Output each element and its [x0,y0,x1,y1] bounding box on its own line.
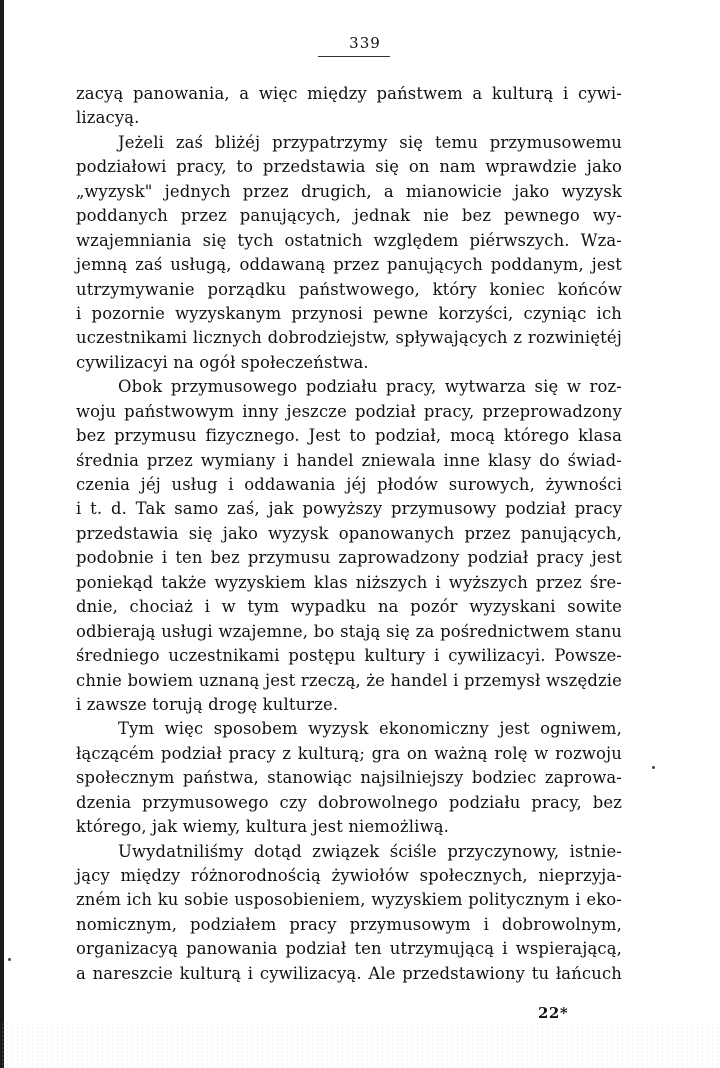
text-line: jący między różnorodnością żywiołów społecznych, nieprzyja- [76,866,622,885]
text-line: średnia przez wymiany i handel zniewala inne klasy do świad- [76,450,622,470]
margin-speck [8,958,11,961]
text-line: bez przymusu fizycznego. Jest to podział, mocą którego klasa [76,426,622,446]
text-line: i t. d. Tak samo zaś, jak powyższy przymusowy podział pracy [76,499,622,519]
text-line: cywilizacyi na ogół społeczeństwa. [76,352,369,372]
page-left-edge [0,0,4,1068]
text-line: społecznym państwa, stanowiąc najsilniejszy bodziec zaprowa- [76,768,622,788]
text-line: nomicznym, podziałem pracy przymusowym i dobrowolnym, [76,914,622,934]
text-line: dzenia przymusowego czy dobrowolnego podziału pracy, bez [76,792,622,812]
text-line: podobnie i ten bez przymusu zaprowadzony podział pracy jest [76,548,622,568]
page-number: 339 [349,34,381,52]
text-line: zném ich ku sobie usposobieniem, wyzyskiem politycznym i eko- [76,890,622,910]
text-line: Uwydatniliśmy dotąd związek ściśle przyczynowy, istnie- [118,841,622,861]
text-line: przedstawia się jako wyzysk opanowanych przez panujących, [76,523,622,543]
printer-signature-mark: 22* [538,1004,569,1022]
text-line: Tym więc sposobem wyzysk ekonomiczny jest ogniwem, [118,719,622,739]
text-line: średniego uczestnikami postępu kultury i cywilizacyi. Powsze- [76,646,622,666]
text-line: zacyą panowania, a więc między państwem a kulturą i cywi- [76,84,622,103]
text-line: wzajemniania się tych ostatnich względem piérwszych. Wza- [76,230,622,250]
text-line: i zawsze torują drogę kulturze. [76,694,339,714]
text-line: odbierają usługi wzajemne, bo stają się za pośrednictwem stanu [76,621,622,641]
text-line: podziałowi pracy, to przedstawia się on nam wprawdzie jako [76,157,622,177]
text-line: „wyzysk" jednych przez drugich, a mianowicie jako wyzysk [76,181,622,201]
text-line: poddanych przez panujących, jednak nie bez pewnego wy- [76,206,622,226]
text-line: utrzymywanie porządku państwowego, który koniec końców [76,279,622,299]
text-line: którego, jak wiemy, kultura jest niemożliwą. [76,817,450,837]
text-line: i pozornie wyzyskanym przynosi pewne korzyści, czyniąc ich [76,303,622,323]
header-rule [318,56,390,57]
text-line: jemną zaś usługą, oddawaną przez panujących poddanym, jest [76,255,622,275]
text-line: łączącém podział pracy z kulturą; gra on ważną rolę w rozwoju [76,743,622,763]
text-line: Jeżeli zaś bliżéj przypatrzymy się temu przymusowemu [118,132,622,152]
text-line: czenia jéj usług i oddawania jéj płodów surowych, żywności [76,475,622,494]
text-line: Obok przymusowego podziału pracy, wytwarza się w roz- [118,377,622,397]
text-line: dnie, chociaż i w tym wypadku na pozór wyzyskani sowite [76,597,622,617]
text-line: organizacyą panowania podział ten utrzymującą i wspierającą, [76,939,622,959]
text-line: woju państwowym inny jeszcze podział pracy, przeprowadzony [76,401,622,421]
text-line: lizacyą. [76,108,140,128]
text-line: a nareszcie kulturą i cywilizacyą. Ale przedstawiony tu łańcuch [76,963,622,983]
text-line: poniekąd także wyzyskiem klas niższych i wyższych przez śre- [76,572,622,592]
scan-noise [0,1022,720,1068]
body-text [76,82,622,986]
margin-speck [652,766,655,769]
text-line: chnie bowiem uznaną jest rzeczą, że handel i przemysł wszędzie [76,670,622,690]
text-line: uczestnikami licznych dobrodziejstw, spływających z rozwiniętéj [76,328,622,348]
